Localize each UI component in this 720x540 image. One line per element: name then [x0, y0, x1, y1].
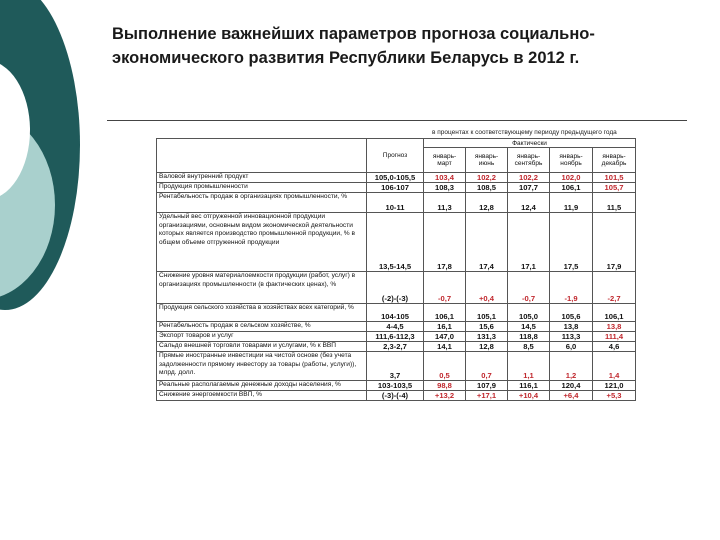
actual-cell: 107,9	[466, 381, 508, 391]
table-row	[157, 173, 636, 183]
actual-cell: 111,4	[593, 332, 636, 342]
table-row	[157, 391, 636, 401]
table-row	[157, 322, 636, 332]
row-label: Прямые иностранные инвестиции на чистой основе (без учета задолженности прямому инвестору за товары (работы, услуги)), млрд. долл.	[157, 352, 367, 381]
row-label: Продукция сельского хозяйства в хозяйствах всех категорий, %	[157, 304, 367, 322]
forecast-cell: 103-103,5	[367, 381, 424, 391]
forecast-cell: 4-4,5	[367, 322, 424, 332]
actual-cell: -0,7	[508, 272, 550, 304]
actual-cell: 106,1	[550, 183, 593, 193]
header-period: январь-сентябрь	[508, 148, 550, 173]
actual-cell: 8,5	[508, 342, 550, 352]
row-label: Удельный вес отгруженной инновационной продукции организациями, основным видом экономической деятельности которых является производство промышленной продукции, % в общем объеме отгруженной продукции	[157, 213, 367, 272]
forecast-cell: 13,5-14,5	[367, 213, 424, 272]
forecast-table	[156, 138, 636, 401]
actual-cell: 113,3	[550, 332, 593, 342]
table-body	[157, 173, 636, 401]
header-period: январь-декабрь	[593, 148, 636, 173]
actual-cell: 14,1	[424, 342, 466, 352]
row-label: Рентабельность продаж в сельском хозяйстве, %	[157, 322, 367, 332]
actual-cell: 12,4	[508, 193, 550, 213]
actual-cell: 107,7	[508, 183, 550, 193]
actual-cell: +5,3	[593, 391, 636, 401]
forecast-cell: (-3)-(-4)	[367, 391, 424, 401]
actual-cell: 14,5	[508, 322, 550, 332]
actual-cell: 17,5	[550, 213, 593, 272]
table-row	[157, 213, 636, 272]
actual-cell: -2,7	[593, 272, 636, 304]
actual-cell: 147,0	[424, 332, 466, 342]
actual-cell: 1,2	[550, 352, 593, 381]
actual-cell: 17,4	[466, 213, 508, 272]
header-period: январь-март	[424, 148, 466, 173]
actual-cell: 12,8	[466, 342, 508, 352]
actual-cell: 102,2	[508, 173, 550, 183]
actual-cell: 118,8	[508, 332, 550, 342]
actual-cell: 102,0	[550, 173, 593, 183]
table-row	[157, 272, 636, 304]
actual-cell: 13,8	[550, 322, 593, 332]
forecast-cell: 104-105	[367, 304, 424, 322]
header-period: январь-июнь	[466, 148, 508, 173]
forecast-cell: 106-107	[367, 183, 424, 193]
table-row	[157, 304, 636, 322]
actual-cell: 105,6	[550, 304, 593, 322]
actual-cell: 1,4	[593, 352, 636, 381]
actual-cell: 11,9	[550, 193, 593, 213]
header-blank	[157, 139, 367, 173]
actual-cell: 6,0	[550, 342, 593, 352]
actual-cell: 105,7	[593, 183, 636, 193]
header-actual: Фактически	[424, 139, 636, 148]
slide-title-line-1: Выполнение важнейших параметров прогноза социально-	[112, 25, 595, 43]
table-row	[157, 381, 636, 391]
actual-cell: -0,7	[424, 272, 466, 304]
table-row	[157, 193, 636, 213]
actual-cell: 16,1	[424, 322, 466, 332]
actual-cell: 17,9	[593, 213, 636, 272]
actual-cell: 12,8	[466, 193, 508, 213]
title-divider	[107, 120, 687, 121]
header-forecast: Прогноз	[367, 139, 424, 173]
slide-title	[112, 22, 702, 70]
forecast-cell: 111,6-112,3	[367, 332, 424, 342]
row-label: Валовой внутренний продукт	[157, 173, 367, 183]
actual-cell: 103,4	[424, 173, 466, 183]
actual-cell: 108,5	[466, 183, 508, 193]
actual-cell: 121,0	[593, 381, 636, 391]
actual-cell: 98,8	[424, 381, 466, 391]
actual-cell: +0,4	[466, 272, 508, 304]
actual-cell: +6,4	[550, 391, 593, 401]
actual-cell: 116,1	[508, 381, 550, 391]
units-note: в процентах к соответствующему периоду предыдущего года	[432, 129, 617, 136]
row-label: Продукция промышленности	[157, 183, 367, 193]
actual-cell: 102,2	[466, 173, 508, 183]
row-label: Сальдо внешней торговли товарами и услугами, % к ВВП	[157, 342, 367, 352]
table-row	[157, 342, 636, 352]
actual-cell: 4,6	[593, 342, 636, 352]
actual-cell: 15,6	[466, 322, 508, 332]
actual-cell: +13,2	[424, 391, 466, 401]
actual-cell: 17,8	[424, 213, 466, 272]
row-label: Рентабельность продаж в организациях промышленности, %	[157, 193, 367, 213]
actual-cell: 105,1	[466, 304, 508, 322]
actual-cell: +17,1	[466, 391, 508, 401]
actual-cell: 101,5	[593, 173, 636, 183]
row-label: Экспорт товаров и услуг	[157, 332, 367, 342]
actual-cell: -1,9	[550, 272, 593, 304]
actual-cell: 131,3	[466, 332, 508, 342]
header-period: январь-ноябрь	[550, 148, 593, 173]
table-row	[157, 183, 636, 193]
actual-cell: 106,1	[593, 304, 636, 322]
actual-cell: 13,8	[593, 322, 636, 332]
slide-title-line-2: экономического развития Республики Беларусь в 2012 г.	[112, 49, 580, 67]
forecast-cell: 3,7	[367, 352, 424, 381]
actual-cell: 1,1	[508, 352, 550, 381]
forecast-cell: 105,0-105,5	[367, 173, 424, 183]
actual-cell: 11,5	[593, 193, 636, 213]
actual-cell: 11,3	[424, 193, 466, 213]
table-row	[157, 332, 636, 342]
actual-cell: 0,7	[466, 352, 508, 381]
row-label: Снижение энергоемкости ВВП, %	[157, 391, 367, 401]
forecast-cell: 2,3-2,7	[367, 342, 424, 352]
row-label: Снижение уровня материалоемкости продукции (работ, услуг) в организациях промышленности (в фактических ценах), %	[157, 272, 367, 304]
actual-cell: 17,1	[508, 213, 550, 272]
actual-cell: 120,4	[550, 381, 593, 391]
row-label: Реальные располагаемые денежные доходы населения, %	[157, 381, 367, 391]
actual-cell: 105,0	[508, 304, 550, 322]
actual-cell: 106,1	[424, 304, 466, 322]
table-row	[157, 352, 636, 381]
actual-cell: 0,5	[424, 352, 466, 381]
actual-cell: 108,3	[424, 183, 466, 193]
forecast-cell: 10-11	[367, 193, 424, 213]
forecast-cell: (-2)-(-3)	[367, 272, 424, 304]
actual-cell: +10,4	[508, 391, 550, 401]
